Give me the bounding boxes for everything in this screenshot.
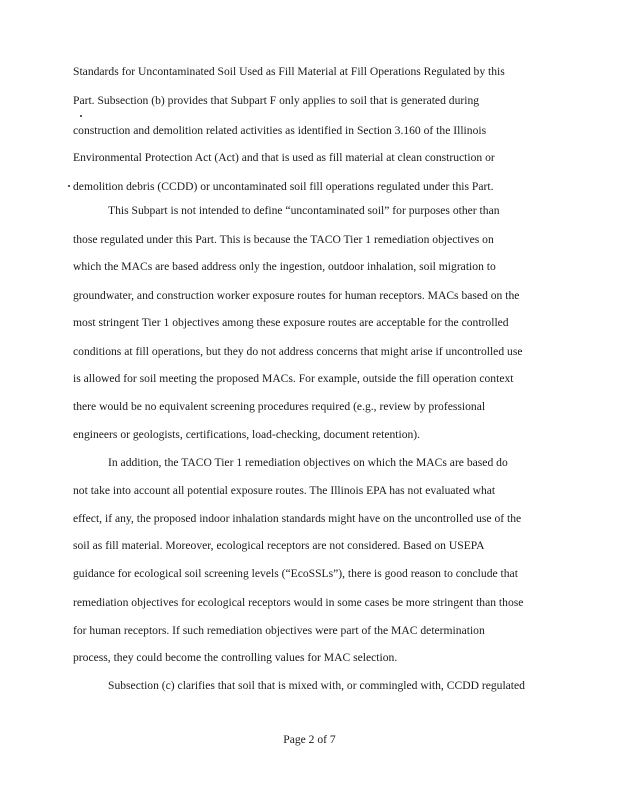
paragraph-line: not take into account all potential exposure routes. The Illinois EPA has not evaluated what bbox=[73, 484, 496, 497]
paragraph-line: engineers or geologists, certifications, load-checking, document retention). bbox=[73, 428, 421, 441]
paragraph-line: Environmental Protection Act (Act) and that is used as fill material at clean construction or bbox=[73, 151, 495, 164]
paragraph-line: guidance for ecological soil screening levels (“EcoSSLs”), there is good reason to conclude that bbox=[73, 567, 518, 580]
paragraph-line: In addition, the TACO Tier 1 remediation objectives on which the MACs are based do bbox=[108, 456, 508, 469]
paragraph-line: This Subpart is not intended to define “uncontaminated soil” for purposes other than bbox=[108, 204, 500, 217]
paragraph-line: Standards for Uncontaminated Soil Used as Fill Material at Fill Operations Regulated by this bbox=[73, 65, 505, 78]
paragraph-line: for human receptors. If such remediation objectives were part of the MAC determination bbox=[73, 624, 485, 637]
paragraph-line: there would be no equivalent screening procedures required (e.g., review by professional bbox=[73, 400, 486, 413]
paragraph-line: construction and demolition related activities as identified in Section 3.160 of the Illinois bbox=[73, 124, 487, 137]
paragraph-line: most stringent Tier 1 objectives among these exposure routes are acceptable for the controlled bbox=[73, 316, 509, 329]
paragraph-line: soil as fill material. Moreover, ecological receptors are not considered. Based on USEPA bbox=[73, 539, 485, 552]
scan-speck bbox=[80, 115, 82, 117]
paragraph-line: those regulated under this Part. This is because the TACO Tier 1 remediation objectives on bbox=[73, 233, 494, 246]
paragraph-line: demolition debris (CCDD) or uncontaminated soil fill operations regulated under this Part. bbox=[73, 180, 494, 193]
paragraph-line: groundwater, and construction worker exposure routes for human receptors. MACs based on the bbox=[73, 289, 520, 302]
paragraph-line: which the MACs are based address only the ingestion, outdoor inhalation, soil migration to bbox=[73, 260, 496, 273]
paragraph-line: effect, if any, the proposed indoor inhalation standards might have on the uncontrolled use of the bbox=[73, 512, 522, 525]
paragraph-line: is allowed for soil meeting the proposed MACs. For example, outside the fill operation context bbox=[73, 372, 514, 385]
paragraph-line: process, they could become the controlling values for MAC selection. bbox=[73, 651, 398, 664]
paragraph-line: Subsection (c) clarifies that soil that is mixed with, or commingled with, CCDD regulated bbox=[108, 679, 525, 692]
paragraph-line: Part. Subsection (b) provides that Subpart F only applies to soil that is generated during bbox=[73, 94, 480, 107]
scan-speck bbox=[68, 185, 70, 187]
paragraph-line: conditions at fill operations, but they do not address concerns that might arise if uncontrolled use bbox=[73, 345, 523, 358]
paragraph-line: remediation objectives for ecological receptors would in some cases be more stringent than those bbox=[73, 596, 524, 609]
page-number: Page 2 of 7 bbox=[283, 733, 336, 746]
